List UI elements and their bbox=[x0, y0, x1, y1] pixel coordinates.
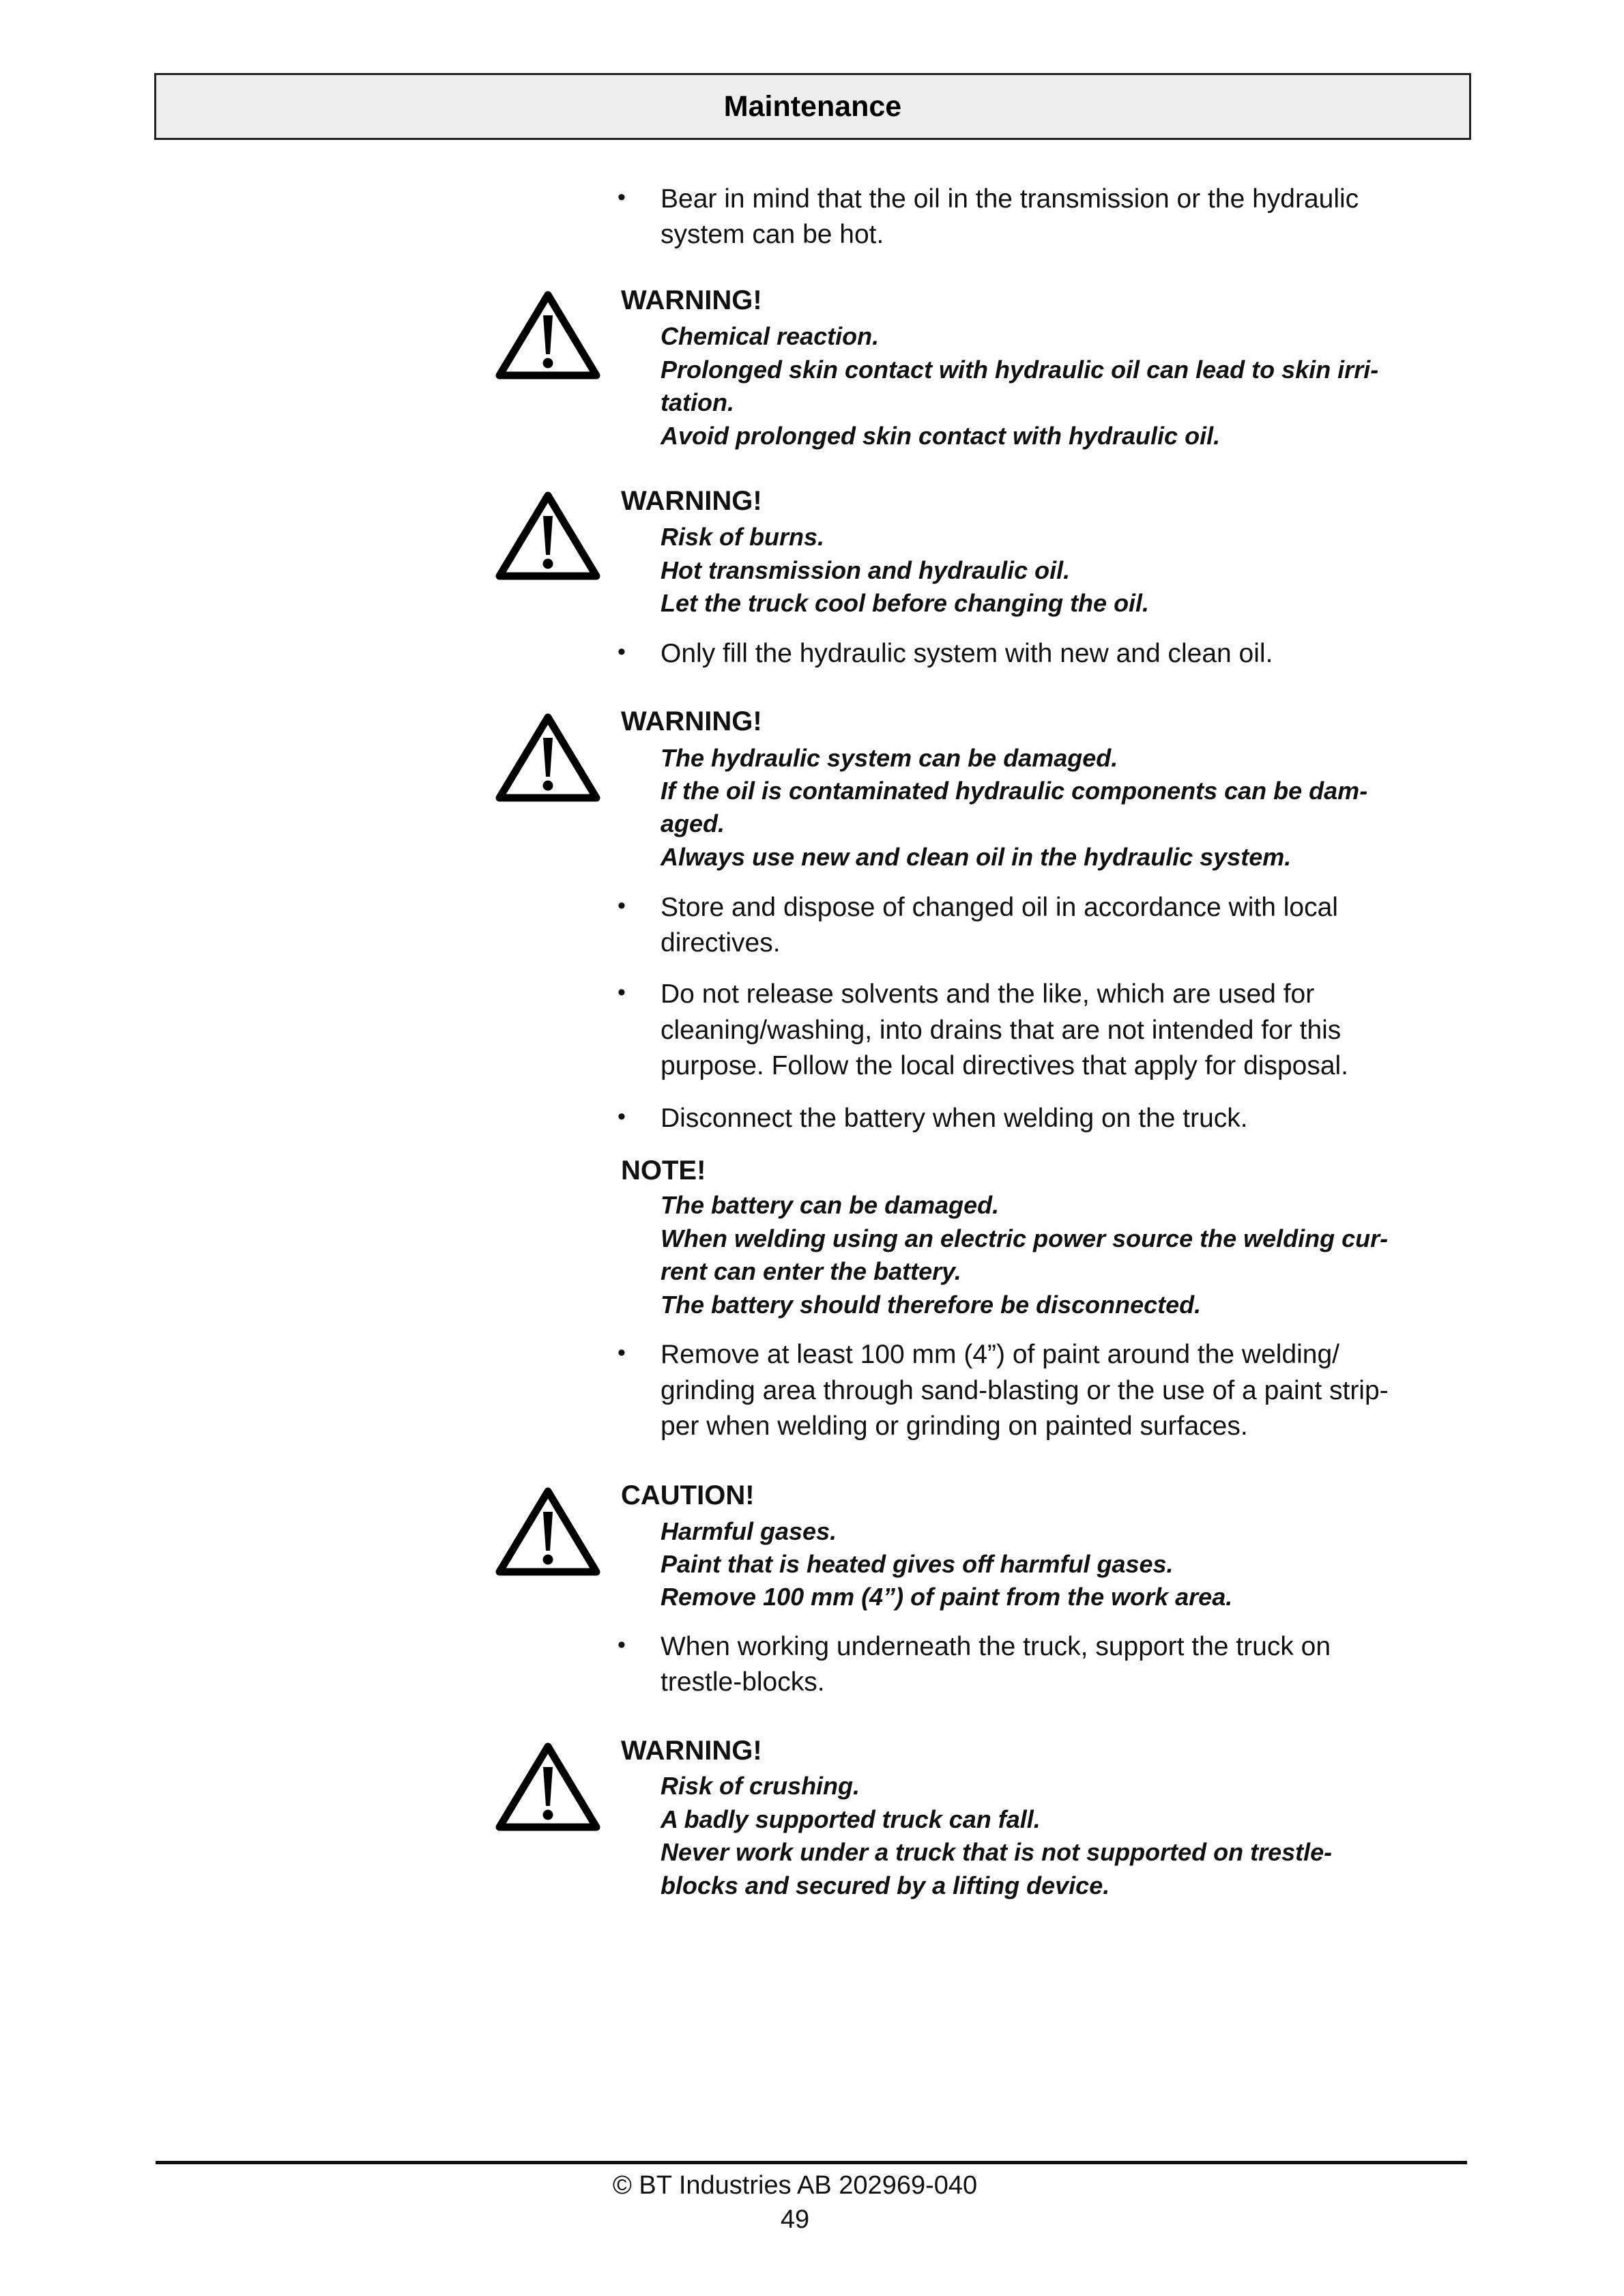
footer-divider bbox=[156, 2161, 1467, 2164]
footer-copyright: © BT Industries AB 202969-040 bbox=[612, 2171, 978, 2200]
bullet-line: per when welding or grinding on painted surfaces. bbox=[661, 1411, 1248, 1441]
notice-heading: NOTE! bbox=[621, 1156, 706, 1186]
notice-line: aged. bbox=[661, 809, 725, 837]
bullet-line: grinding area through sand-blasting or the use of a paint strip- bbox=[661, 1376, 1389, 1405]
notice-line: Let the truck cool before changing the oil. bbox=[661, 589, 1150, 617]
bullet-dot: • bbox=[618, 979, 626, 1005]
notice-line: The battery should therefore be disconnected. bbox=[661, 1291, 1202, 1319]
notice-line: If the oil is contaminated hydraulic components can be dam- bbox=[661, 777, 1368, 805]
bullet-line: Only fill the hydraulic system with new and clean oil. bbox=[661, 639, 1273, 668]
bullet-line: Store and dispose of changed oil in accordance with local bbox=[661, 893, 1338, 922]
notice-heading: CAUTION! bbox=[621, 1480, 755, 1510]
bullet-line: When working underneath the truck, support the truck on bbox=[661, 1632, 1331, 1661]
notice-line: Remove 100 mm (4”) of paint from the work area. bbox=[661, 1583, 1233, 1611]
bullet-dot: • bbox=[618, 1632, 626, 1658]
notice-line: Always use new and clean oil in the hydraulic system. bbox=[661, 843, 1292, 871]
warning-triangle-icon bbox=[495, 1486, 600, 1577]
notice-line: rent can enter the battery. bbox=[661, 1257, 961, 1285]
notice-line: tation. bbox=[661, 388, 734, 416]
notice-line: Never work under a truck that is not supported on trestle- bbox=[661, 1838, 1333, 1866]
bullet-dot: • bbox=[618, 639, 626, 665]
notice-line: Paint that is heated gives off harmful gases. bbox=[661, 1550, 1174, 1578]
notice-line: Prolonged skin contact with hydraulic oil can lead to skin irri- bbox=[661, 356, 1379, 384]
notice-heading: WARNING! bbox=[621, 706, 762, 736]
warning-triangle-icon bbox=[495, 289, 600, 381]
notice-line: A badly supported truck can fall. bbox=[661, 1805, 1041, 1833]
bullet-dot: • bbox=[618, 184, 626, 210]
notice-line: Risk of burns. bbox=[661, 523, 825, 551]
notice-heading: WARNING! bbox=[621, 486, 762, 516]
notice-line: Risk of crushing. bbox=[661, 1772, 860, 1800]
warning-triangle-icon bbox=[495, 712, 600, 803]
bullet-line: Disconnect the battery when welding on the truck. bbox=[661, 1104, 1248, 1133]
bullet-line: directives. bbox=[661, 928, 781, 958]
bullet-line: purpose. Follow the local directives that apply for disposal. bbox=[661, 1051, 1349, 1080]
notice-line: When welding using an electric power source the welding cur- bbox=[661, 1224, 1389, 1252]
section-header bbox=[154, 73, 1471, 140]
notice-heading: WARNING! bbox=[621, 1736, 762, 1766]
notice-line: Hot transmission and hydraulic oil. bbox=[661, 556, 1071, 584]
notice-line: The battery can be damaged. bbox=[661, 1191, 1000, 1219]
warning-triangle-icon bbox=[495, 490, 600, 582]
warning-triangle-icon bbox=[495, 1741, 600, 1833]
page-number: 49 bbox=[780, 2205, 810, 2234]
bullet-line: Remove at least 100 mm (4”) of paint around the welding/ bbox=[661, 1340, 1340, 1369]
notice-line: Harmful gases. bbox=[661, 1517, 837, 1545]
notice-line: blocks and secured by a lifting device. bbox=[661, 1871, 1110, 1899]
bullet-dot: • bbox=[618, 1104, 626, 1130]
section-title: Maintenance bbox=[723, 89, 902, 123]
bullet-line: trestle-blocks. bbox=[661, 1667, 825, 1697]
notice-line: The hydraulic system can be damaged. bbox=[661, 744, 1118, 772]
bullet-dot: • bbox=[618, 893, 626, 919]
notice-line: Chemical reaction. bbox=[661, 322, 880, 350]
bullet-line: Do not release solvents and the like, which are used for bbox=[661, 979, 1315, 1009]
bullet-line: system can be hot. bbox=[661, 220, 884, 249]
bullet-line: Bear in mind that the oil in the transmission or the hydraulic bbox=[661, 184, 1359, 214]
notice-heading: WARNING! bbox=[621, 285, 762, 315]
bullet-line: cleaning/washing, into drains that are not intended for this bbox=[661, 1016, 1342, 1045]
bullet-dot: • bbox=[618, 1340, 626, 1366]
notice-line: Avoid prolonged skin contact with hydraulic oil. bbox=[661, 422, 1221, 450]
